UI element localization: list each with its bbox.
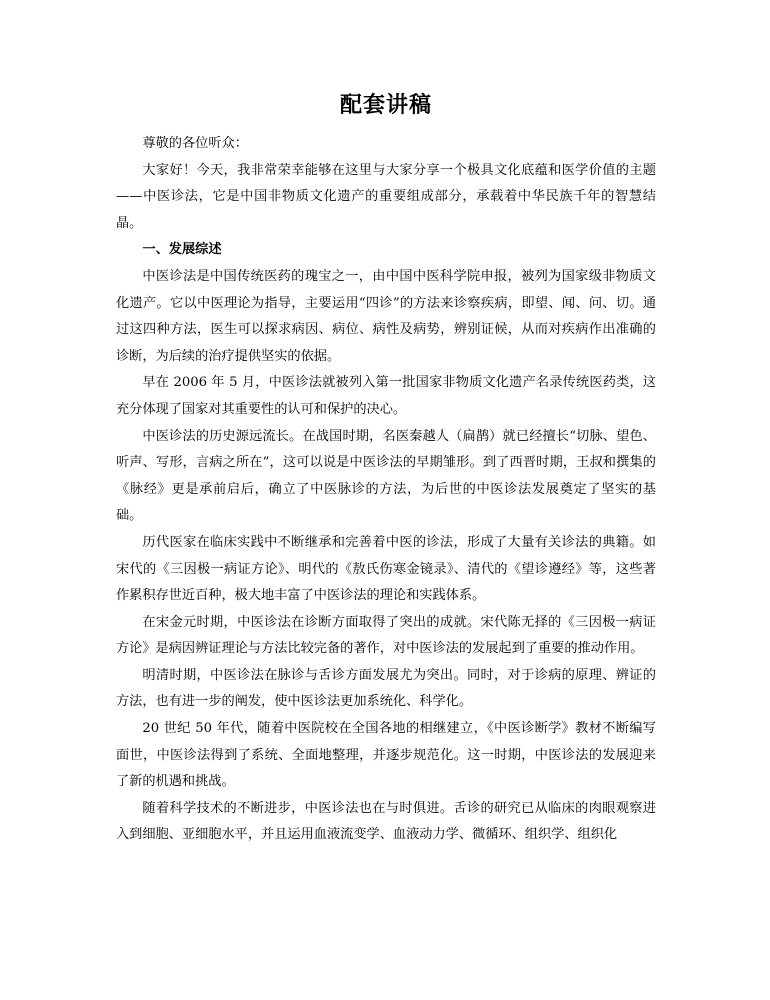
body-paragraph: 明清时期，中医诊法在脉诊与舌诊方面发展尤为突出。同时，对于诊病的原理、辨证的方法，也有进一步的阐发，使中医诊法更加系统化、科学化。	[116, 667, 656, 710]
body-paragraph: 中医诊法是中国传统医药的瑰宝之一，由中国中医科学院申报，被列为国家级非物质文化遗产。它以中医理论为指导，主要运用“四诊”的方法来诊察疾病，即望、闻、问、切。通过这四种方法，医生可以探求病因、病位、病性及病势，辨别证候，从而对疾病作出准确的诊断，为后续的治疗提供坚实的依据。	[116, 268, 656, 364]
body-paragraph: 中医诊法的历史源远流长。在战国时期，名医秦越人（扁鹊）就已经擅长“切脉、望色、听声、写形，言病之所在”，这可以说是中医诊法的早期雏形。到了西晋时期，王叔和撰集的《脉经》更是承前启后，确立了中医脉诊的方法，为后世的中医诊法发展奠定了坚实的基础。	[116, 428, 656, 524]
body-paragraph: 历代医家在临床实践中不断继承和完善着中医的诊法，形成了大量有关诊法的典籍。如宋代的《三因极一病证方论》、明代的《敖氏伤寒金镜录》、清代的《望诊遵经》等，这些著作累积存世近百种，极大地丰富了中医诊法的理论和实践体系。	[116, 534, 656, 604]
intro-paragraph: 大家好！今天，我非常荣幸能够在这里与大家分享一个极具文化底蕴和医学价值的主题——中医诊法，它是中国非物质文化遗产的重要组成部分，承载着中华民族千年的智慧结晶。	[116, 162, 656, 231]
body-paragraph: 在宋金元时期，中医诊法在诊断方面取得了突出的成就。宋代陈无择的《三因极一病证方论》是病因辨证理论与方法比较完备的著作，对中医诊法的发展起到了重要的推动作用。	[116, 614, 656, 657]
section-heading-development: 一、发展综述	[142, 242, 222, 258]
greeting-line: 尊敬的各位听众：	[142, 136, 248, 151]
body-paragraph: 早在 2006 年 5 月，中医诊法就被列入第一批国家非物质文化遗产名录传统医药类，这充分体现了国家对其重要性的认可和保护的决心。	[116, 375, 656, 417]
body-paragraph: 随着科学技术的不断进步，中医诊法也在与时俱进。舌诊的研究已从临床的肉眼观察进入到细胞、亚细胞水平，并且运用血液流变学、血液动力学、微循环、组织学、组织化	[116, 800, 656, 843]
document-title: 配套讲稿	[339, 92, 432, 118]
body-paragraph: 20 世纪 50 年代，随着中医院校在全国各地的相继建立，《中医诊断学》教材不断编写面世，中医诊法得到了系统、全面地整理，并逐步规范化。这一时期，中医诊法的发展迎来了新的机遇和挑战。	[116, 721, 656, 790]
document-body	[116, 88, 656, 849]
